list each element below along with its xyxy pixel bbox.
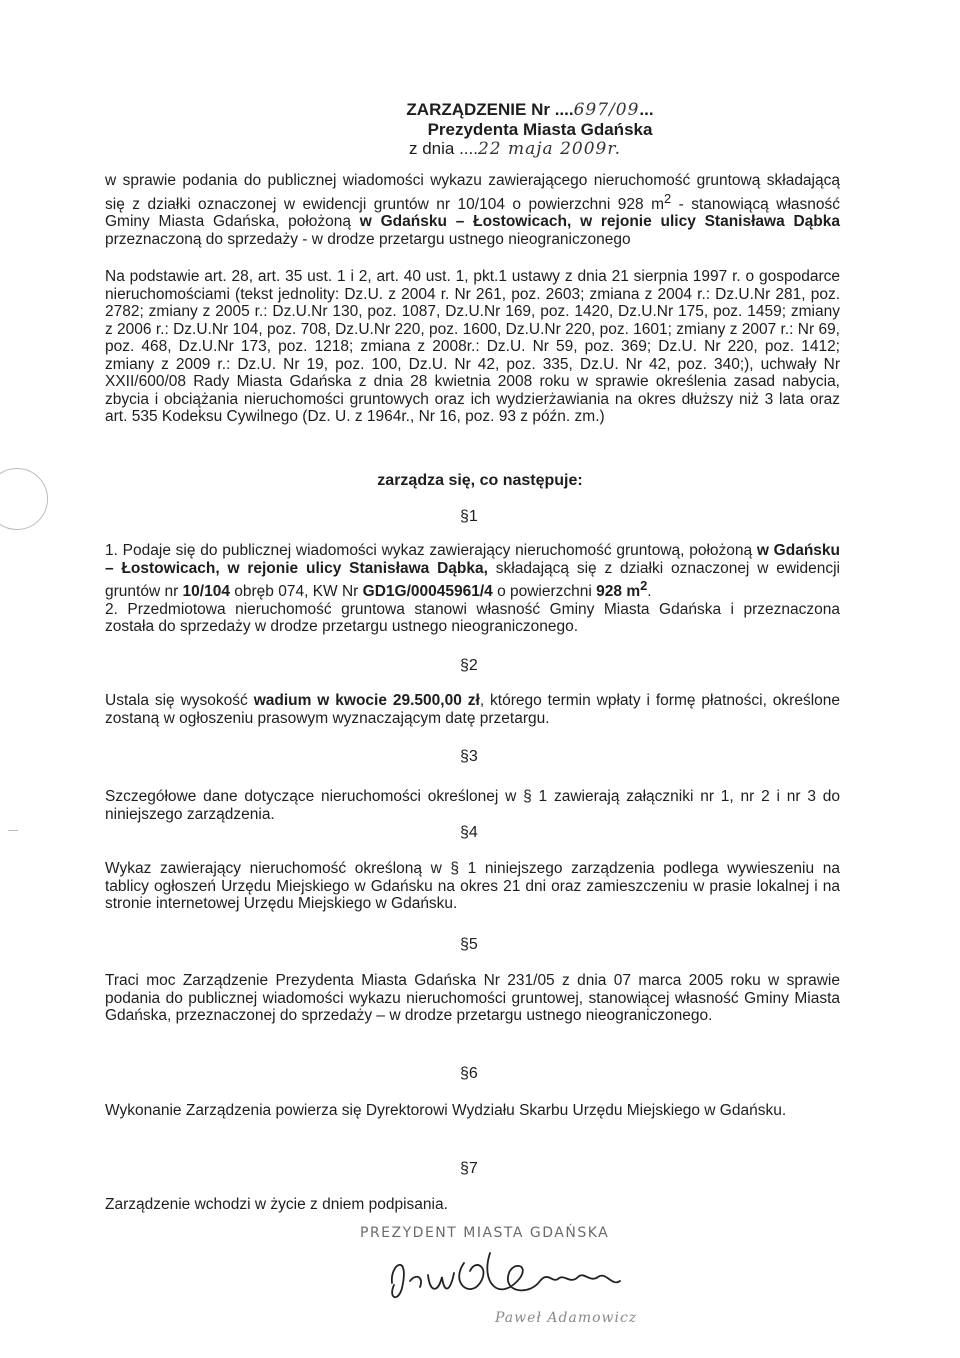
section-7-title: §7	[460, 1160, 478, 1177]
section-6-body: Wykonanie Zarządzenia powierza się Dyrektorowi Wydziału Skarbu Urzędu Miejskiego w Gdańsku.	[105, 1102, 787, 1119]
official-stamp: PREZYDENT MIASTA GDAŃSKA	[360, 1225, 610, 1241]
legal-basis-paragraph: Na podstawie art. 28, art. 35 ust. 1 i 2, art. 40 ust. 1, pkt.1 ustawy z dnia 21 sierpnia 1997 r. o gospodarce nieruchomościami (tekst jednolity: Dz.U. z 2004 r. Nr 261, poz. 2603; zmiana z 2004 r.: Dz.U.Nr 281, poz. 2782; zmiany z 2005 r.: Dz.U.Nr 130, poz. 1087, Dz.U.Nr 169, poz. 1420, Dz.U.Nr 175, poz. 1459; zmiany z 2006 r.: Dz.U.Nr 104, poz. 708, Dz.U.Nr 220, poz. 1600, Dz.U.Nr 220, poz. 1601; zmiany z 2007 r.: Nr 69, poz. 468, Dz.U.Nr 173, poz. 1218; zmiana z 2008r.: Dz.U. Nr 59, poz. 369; Dz.U. Nr 220, poz. 1412; zmiany z 2009 r.: Dz.U. Nr 19, poz. 100, Dz.U. Nr 42, poz. 335, Dz.U. Nr 42, poz. 340;), uchwały Nr XXII/600/08 Rady Miasta Gdańska z dnia 28 kwietnia 2008 roku w sprawie określenia zasad nabycia, zbycia i obciążania nieruchomości gruntowych oraz ich wydzierżawiania na okres dłuższy niż 3 lata oraz art. 535 Kodeksu Cywilnego (Dz. U. z 1964r., Nr 16, poz. 93 z późn. zm.)	[105, 268, 840, 425]
section-2-body: Ustala się wysokość wadium w kwocie 29.500,00 zł, którego termin wpłaty i formę płatności, określone zostaną w ogłoszeniu prasowym wyznaczającym datę przetargu.	[105, 692, 841, 727]
handwritten-decree-number: 697/09	[573, 100, 640, 120]
date-line: z dnia ....22 maja 2009r.	[408, 139, 621, 159]
section-2-title: §2	[460, 657, 478, 674]
decree-number-line: ZARZĄDZENIE Nr ....697/09...	[406, 100, 654, 120]
handwritten-signature	[380, 1243, 640, 1313]
signature-stamp-area	[360, 1225, 680, 1335]
printed-name: Paweł Adamowicz	[495, 1310, 638, 1326]
handwritten-date: 22 maja 2009r.	[477, 139, 621, 159]
section-4-body: Wykaz zawierający nieruchomość określoną w § 1 niniejszego zarządzenia podlega wywieszeniu na tablicy ogłoszeń Urzędu Miejskiego w Gdańsku na okres 21 dni oraz zamieszczeniu w prasie lokalnej i na stronie internetowej Urzędu Miejskiego w Gdańsku.	[105, 860, 840, 912]
section-5-body: Traci moc Zarządzenie Prezydenta Miasta Gdańska Nr 231/05 z dnia 07 marca 2005 roku w sprawie podania do publicznej wiadomości wykazu nieruchomości gruntowej, stanowiącej własność Gminy Miasta Gdańska, przeznaczonej do sprzedaży – w drodze przetargu ustnego nieograniczonego.	[105, 972, 840, 1024]
section-3-body: Szczegółowe dane dotyczące nieruchomości określonej w § 1 zawierają załączniki nr 1, nr 2 i nr 3 do niniejszego zarządzenia.	[105, 788, 840, 823]
section-6-title: §6	[460, 1065, 478, 1082]
section-1-body: 1. Podaje się do publicznej wiadomości wykaz zawierający nieruchomość gruntową, położoną w Gdańsku – Łostowicach, w rejonie ulicy Stanisława Dąbka, składającą się z działki oznaczonej w ewidencji gruntów nr 10/104 obręb 074, KW Nr GD1G/00045961/4 o powierzchni 928 $m^2$. 2. Przedmiotowa nieruchomość gruntowa stanowi własność Gminy Miasta Gdańska i przeznaczona została do sprzedaży w drodze przetargu ustnego nieograniczonego.	[105, 542, 840, 636]
section-3-title: §3	[460, 748, 478, 765]
issuer-line: Prezydenta Miasta Gdańska	[427, 120, 653, 139]
section-1-title: §1	[460, 508, 478, 525]
fold-mark	[8, 830, 18, 831]
document-header	[0, 100, 960, 159]
section-7-body: Zarządzenie wchodzi w życie z dniem podpisania.	[105, 1196, 448, 1213]
subject-paragraph: w sprawie podania do publicznej wiadomości wykazu zawierającego nieruchomość gruntową składającą się z działki oznaczonej w ewidencji gruntów nr 10/104 o powierzchni 928 $m^2$ - stanowiącą własność Gminy Miasta Gdańska, położoną w Gdańsku – Łostowicach, w rejonie ulicy Stanisława Dąbka przeznaczoną do sprzedaży - w drodze przetargu ustnego nieograniczonego	[105, 172, 841, 248]
decree-statement: zarządza się, co następuje:	[377, 472, 583, 489]
section-5-title: §5	[460, 936, 478, 953]
section-4-title: §4	[460, 824, 478, 841]
